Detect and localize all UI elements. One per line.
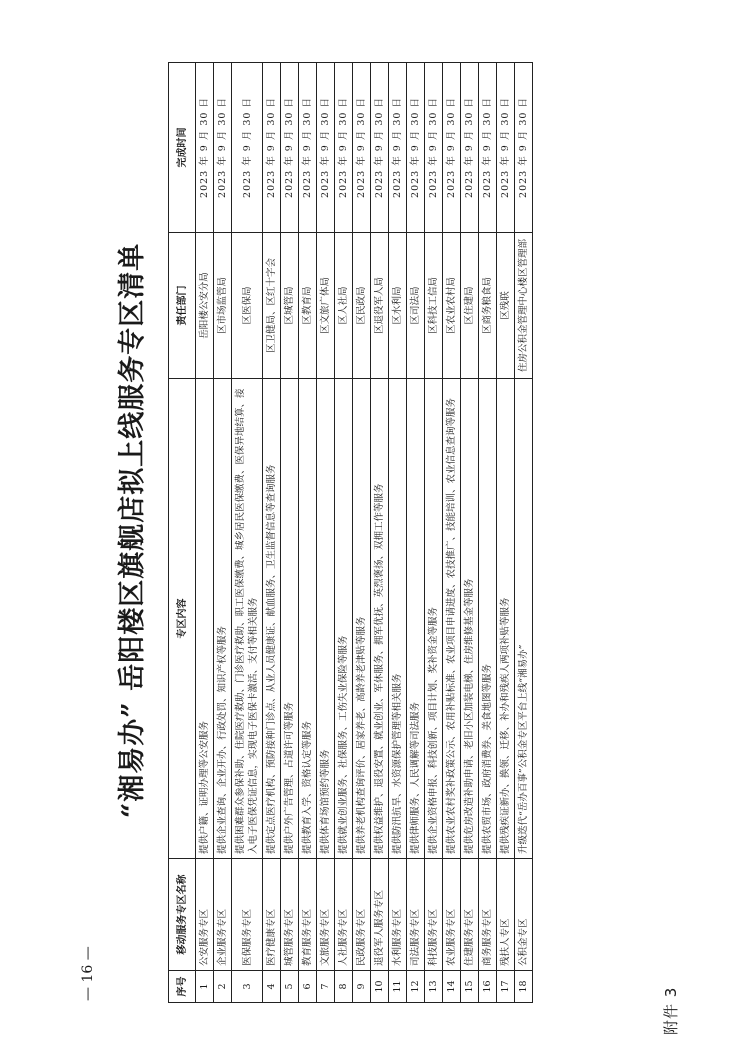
- row-no: 9: [353, 971, 371, 1003]
- row-deadline: 2023 年 9 月 30 日: [443, 63, 461, 233]
- table-row: [425, 63, 443, 1003]
- row-no: 1: [196, 971, 214, 1003]
- row-no: 8: [335, 971, 353, 1003]
- row-zone-content: 提供律师服务、人民调解等司法服务: [407, 379, 425, 859]
- row-zone-content: 提供就业创业服务、社保服务、工伤失业保险等服务: [335, 379, 353, 859]
- row-deadline: 2023 年 9 月 30 日: [515, 63, 533, 233]
- row-no: 13: [425, 971, 443, 1003]
- row-no: 17: [497, 971, 515, 1003]
- table-row: [515, 63, 533, 1003]
- row-department: 区科技工信局: [425, 233, 443, 379]
- row-department: 区商务粮食局: [479, 233, 497, 379]
- row-zone-name: 企业服务专区: [214, 859, 232, 971]
- row-no: 6: [299, 971, 317, 1003]
- attachment-label: 附件 3: [662, 986, 680, 1035]
- row-no: 5: [281, 971, 299, 1003]
- table-row: [281, 63, 299, 1003]
- table-row: [196, 63, 214, 1003]
- row-deadline: 2023 年 9 月 30 日: [353, 63, 371, 233]
- row-zone-name: 住建服务专区: [461, 859, 479, 971]
- row-zone-content: 提供困难群众参保补助、住院医疗救助、门诊医疗救助、职工医保缴费、城乡居民医保缴费、医保异地结算、接入电子医保凭证信息，实现电子医保卡激活、支付等相关服务: [232, 379, 263, 859]
- row-department: 区退役军人局: [371, 233, 389, 379]
- row-zone-content: 提供权益维护、退役安置、就业创业、军休服务、拥军优抚、英烈褒扬、双拥工作等服务: [371, 379, 389, 859]
- table-row: [299, 63, 317, 1003]
- row-deadline: 2023 年 9 月 30 日: [425, 63, 443, 233]
- table-row: [389, 63, 407, 1003]
- header-department: 责任部门: [169, 233, 196, 379]
- row-zone-content: 提供户外广告管理、占道许可等服务: [281, 379, 299, 859]
- row-zone-name: 教育服务专区: [299, 859, 317, 971]
- row-zone-content: 提供农贸市场、政府消费券、美食地图等服务: [479, 379, 497, 859]
- row-department: 区医保局: [232, 233, 263, 379]
- document-title: “湘易办” 岳阳楼区旗舰店拟上线服务专区清单: [117, 242, 148, 819]
- row-zone-content: 提供企业资格申报、科技创新、项目计划、奖补资金等服务: [425, 379, 443, 859]
- table-row: [461, 63, 479, 1003]
- table-row: [443, 63, 461, 1003]
- row-deadline: 2023 年 9 月 30 日: [299, 63, 317, 233]
- table-row: [497, 63, 515, 1003]
- row-zone-name: 公安服务专区: [196, 859, 214, 971]
- page-number: — 16 —: [80, 946, 96, 1001]
- row-no: 4: [263, 971, 281, 1003]
- row-deadline: 2023 年 9 月 30 日: [497, 63, 515, 233]
- row-department: 区市场监管局: [214, 233, 232, 379]
- row-zone-content: 提供危房改造补助申请、老旧小区加装电梯、住房维修基金等服务: [461, 379, 479, 859]
- row-deadline: 2023 年 9 月 30 日: [232, 63, 263, 233]
- row-no: 16: [479, 971, 497, 1003]
- row-zone-content: 提供企业查询、企业开办、行政处罚、知识产权等服务: [214, 379, 232, 859]
- row-no: 12: [407, 971, 425, 1003]
- table-header-row: [169, 63, 196, 1003]
- row-no: 14: [443, 971, 461, 1003]
- row-zone-name: 农业服务专区: [443, 859, 461, 971]
- row-zone-content: 提供养老机构查询评价、居家养老、高龄养老津贴等服务: [353, 379, 371, 859]
- row-zone-content: 提供户籍、证明办理等公安服务: [196, 379, 214, 859]
- table-row: [214, 63, 232, 1003]
- row-zone-name: 商务服务专区: [479, 859, 497, 971]
- row-deadline: 2023 年 9 月 30 日: [407, 63, 425, 233]
- row-no: 15: [461, 971, 479, 1003]
- row-department: 区城管局: [281, 233, 299, 379]
- row-deadline: 2023 年 9 月 30 日: [461, 63, 479, 233]
- service-zone-table: [168, 62, 533, 1003]
- row-deadline: 2023 年 9 月 30 日: [479, 63, 497, 233]
- row-no: 10: [371, 971, 389, 1003]
- table-row: [263, 63, 281, 1003]
- row-department: 区住建局: [461, 233, 479, 379]
- row-deadline: 2023 年 9 月 30 日: [196, 63, 214, 233]
- table-row: [407, 63, 425, 1003]
- table-row: [479, 63, 497, 1003]
- row-deadline: 2023 年 9 月 30 日: [214, 63, 232, 233]
- row-department: 岳阳楼公安分局: [196, 233, 214, 379]
- header-deadline: 完成时间: [169, 63, 196, 233]
- header-zone-content: 专区内容: [169, 379, 196, 859]
- row-department: 住房公积金管理中心楼区管理部: [515, 233, 533, 379]
- row-no: 7: [317, 971, 335, 1003]
- row-zone-name: 公积金专区: [515, 859, 533, 971]
- row-deadline: 2023 年 9 月 30 日: [371, 63, 389, 233]
- row-zone-name: 残扶人专区: [497, 859, 515, 971]
- row-zone-name: 医保服务专区: [232, 859, 263, 971]
- header-zone-name: 移动服务专区名称: [169, 859, 196, 971]
- row-zone-content: 提供农业农村奖补政策公示、农用补贴标准、农业项目申请进度、农技推广、技能培训、农业信息查询等服务: [443, 379, 461, 859]
- table-row: [335, 63, 353, 1003]
- row-department: 区文旅广体局: [317, 233, 335, 379]
- row-zone-content: 提供残疾证新办、换领、迁移、补办和残疾人两项补贴等服务: [497, 379, 515, 859]
- table-row: [353, 63, 371, 1003]
- row-zone-name: 水利服务专区: [389, 859, 407, 971]
- table-row: [371, 63, 389, 1003]
- row-zone-name: 科技服务专区: [425, 859, 443, 971]
- row-deadline: 2023 年 9 月 30 日: [263, 63, 281, 233]
- row-no: 3: [232, 971, 263, 1003]
- row-deadline: 2023 年 9 月 30 日: [317, 63, 335, 233]
- row-deadline: 2023 年 9 月 30 日: [389, 63, 407, 233]
- row-department: 区人社局: [335, 233, 353, 379]
- row-zone-content: 提供防汛抗旱、水资源保护管理等相关服务: [389, 379, 407, 859]
- row-department: 区水利局: [389, 233, 407, 379]
- row-zone-content: 升级迭代“岳办百事”公积金专区平台上线“湘易办”: [515, 379, 533, 859]
- row-no: 2: [214, 971, 232, 1003]
- row-department: 区卫健局、区红十字会: [263, 233, 281, 379]
- row-department: 区民政局: [353, 233, 371, 379]
- row-department: 区司法局: [407, 233, 425, 379]
- row-zone-name: 人社服务专区: [335, 859, 353, 971]
- row-deadline: 2023 年 9 月 30 日: [281, 63, 299, 233]
- row-zone-content: 提供教育入学、资格认定等服务: [299, 379, 317, 859]
- row-zone-name: 文旅服务专区: [317, 859, 335, 971]
- row-zone-name: 退役军人服务专区: [371, 859, 389, 971]
- row-zone-name: 司法服务专区: [407, 859, 425, 971]
- row-department: 区教育局: [299, 233, 317, 379]
- row-zone-name: 医疗健康专区: [263, 859, 281, 971]
- row-zone-name: 民政服务专区: [353, 859, 371, 971]
- row-zone-content: 提供体育场馆预约等服务: [317, 379, 335, 859]
- row-department: 区农业农村局: [443, 233, 461, 379]
- row-no: 18: [515, 971, 533, 1003]
- row-deadline: 2023 年 9 月 30 日: [335, 63, 353, 233]
- row-zone-name: 城管服务专区: [281, 859, 299, 971]
- row-department: 区残联: [497, 233, 515, 379]
- row-no: 11: [389, 971, 407, 1003]
- header-no: 序号: [169, 971, 196, 1003]
- table-row: [232, 63, 263, 1003]
- table-row: [317, 63, 335, 1003]
- row-zone-content: 提供定点医疗机构、预防接种门诊点、从业人员健康证、献血服务、卫生监督信息等查询服务: [263, 379, 281, 859]
